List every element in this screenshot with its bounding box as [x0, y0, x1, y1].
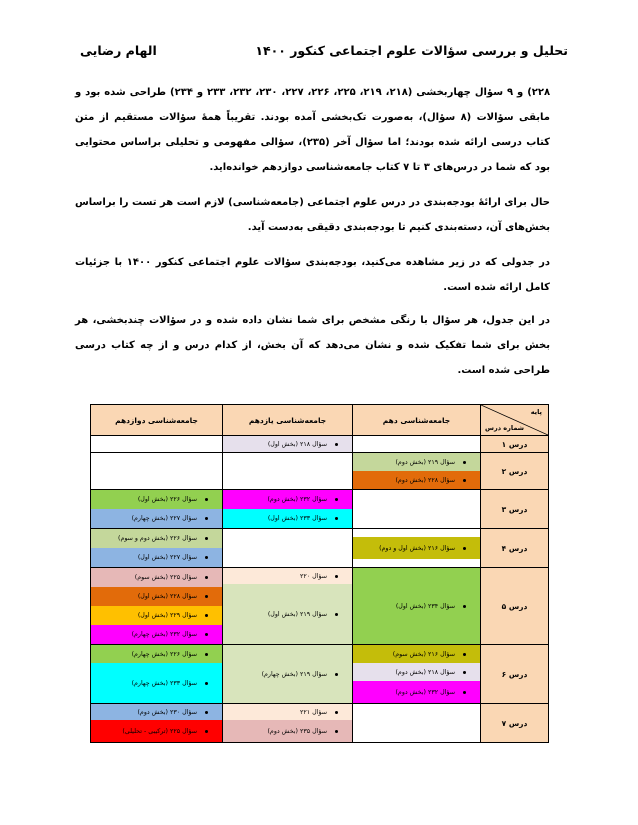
column-header-grade12: جامعه‌شناسی دوازدهم [91, 405, 223, 436]
question-label: سؤال ۲۲۷ (بخش چهارم) [131, 515, 197, 522]
question-item [91, 529, 222, 548]
question-item [223, 720, 352, 742]
grade10-cell [353, 704, 481, 743]
bullet-icon [463, 691, 466, 694]
question-item [223, 490, 352, 509]
bullet-icon [463, 605, 466, 608]
grade10-cell [353, 568, 481, 645]
table-row [91, 568, 549, 645]
grade10-cell [353, 490, 481, 529]
question-item [353, 681, 480, 703]
column-header-grade11: جامعه‌شناسی یازدهم [223, 405, 353, 436]
question-item [91, 606, 222, 625]
author-name: الهام رضایی [80, 43, 157, 58]
grade11-cell [223, 704, 353, 743]
question-label: سؤال ۲۲۰ [299, 572, 327, 580]
question-item [91, 509, 222, 528]
lesson-cell: درس ۷ [481, 704, 549, 743]
bullet-icon [205, 537, 208, 540]
question-item [223, 584, 352, 644]
question-label: سؤال ۲۱۶ (بخش سوم) [392, 650, 455, 658]
lesson-cell: درس ۳ [481, 490, 549, 529]
table-row [91, 436, 549, 453]
paragraph-table-intro: در جدولی که در زیر مشاهده می‌کنید، بودجه‌بندی سؤالات علوم اجتماعی کنکور ۱۴۰۰ با جزئیات کامل ارائه شده است. [75, 257, 551, 293]
bullet-icon [205, 711, 208, 714]
question-label: سؤال ۲۳۴ (بخش اول) [395, 602, 455, 610]
corner-header-cell [481, 405, 549, 436]
question-item [223, 645, 352, 703]
bullet-icon [205, 576, 208, 579]
bullet-icon [205, 595, 208, 598]
table-row [91, 490, 549, 529]
question-label: سؤال ۲۲۸ (بخش دوم) [395, 476, 455, 484]
question-item [223, 509, 352, 528]
question-label: سؤال ۲۲۶ (بخش چهارم) [131, 650, 197, 658]
paragraph-budget-intro: حال برای ارائهٔ بودجه‌بندی در درس علوم اجتماعی (جامعه‌شناسی) لازم است هر تست را براساس بخش‌های آن، دسته‌بندی کنیم تا بودجه‌بندی دقیقی به‌دست آید. [75, 197, 550, 233]
grade12-cell [91, 490, 223, 529]
grade12-cell [91, 645, 223, 704]
question-label: سؤال ۲۲۱ [299, 708, 327, 716]
table-row [91, 453, 549, 490]
question-label: سؤال ۲۲۹ (بخش اول) [137, 612, 197, 619]
question-label: سؤال ۲۱۸ (بخش دوم) [395, 668, 455, 676]
question-label: سؤال ۲۲۶ (بخش اول) [137, 496, 197, 503]
bullet-icon [335, 673, 338, 676]
bullet-icon [205, 556, 208, 559]
page-header [70, 43, 568, 61]
question-item [353, 663, 480, 681]
column-header-grade10: جامعه‌شناسی دهم [353, 405, 481, 436]
question-label: سؤال ۲۱۸ (بخش اول) [267, 440, 327, 448]
question-item [91, 490, 222, 509]
bullet-icon [205, 614, 208, 617]
grade11-cell [223, 529, 353, 568]
bullet-icon [335, 443, 338, 446]
bullet-icon [463, 547, 466, 550]
bullet-icon [205, 730, 208, 733]
lesson-cell: درس ۱ [481, 436, 549, 453]
bullet-icon [335, 517, 338, 520]
table-row [91, 645, 549, 704]
bullet-icon [335, 613, 338, 616]
lesson-cell: درس ۲ [481, 453, 549, 490]
grade11-cell [223, 568, 353, 645]
table-header-row [91, 405, 549, 436]
grade10-cell [353, 453, 481, 490]
question-label: سؤال ۲۲۵ (بخش سوم) [134, 574, 197, 581]
grade11-cell [223, 490, 353, 529]
question-item [223, 704, 352, 720]
table-row [91, 529, 549, 568]
grade12-cell [91, 529, 223, 568]
table-row [91, 704, 549, 743]
question-item [91, 704, 222, 720]
question-label: سؤال ۲۱۹ (بخش چهارم) [261, 670, 327, 678]
question-label: سؤال ۲۱۹ (بخش دوم) [395, 458, 455, 466]
bullet-icon [335, 711, 338, 714]
question-label: سؤال ۲۳۳ (بخش چهارم) [131, 679, 197, 687]
question-item [91, 587, 222, 606]
grade11-cell [223, 453, 353, 490]
bullet-icon [205, 517, 208, 520]
question-item [353, 568, 480, 644]
bullet-icon [335, 498, 338, 501]
question-item [353, 453, 480, 471]
question-item [91, 663, 222, 703]
question-label: سؤال ۲۲۷ (بخش اول) [137, 554, 197, 561]
corner-grade-label: پایه [530, 408, 542, 416]
question-label: سؤال ۲۳۲ (بخش چهارم) [131, 631, 197, 638]
question-label: سؤال ۲۲۶ (بخش دوم و سوم) [118, 535, 197, 542]
question-label: سؤال ۲۱۶ (بخش اول و دوم) [379, 544, 455, 552]
grade10-cell [353, 645, 481, 704]
question-item [223, 436, 352, 452]
lesson-cell: درس ۶ [481, 645, 549, 704]
question-label: سؤال ۲۳۳ (بخش اول) [267, 515, 327, 522]
document-title: تحلیل و بررسی سؤالات علوم اجتماعی کنکور ۱۴۰۰ [255, 43, 568, 58]
grade11-cell [223, 436, 353, 453]
question-item [353, 471, 480, 489]
question-label: سؤال ۲۳۵ (بخش دوم) [267, 727, 327, 735]
question-item [353, 645, 480, 663]
question-label: سؤال ۲۲۸ (بخش اول) [137, 593, 197, 600]
bullet-icon [335, 575, 338, 578]
question-label: سؤال ۲۳۰ (بخش دوم) [137, 708, 197, 716]
grade12-cell [91, 568, 223, 645]
corner-lesson-label: شماره درس [485, 424, 525, 432]
budget-table [90, 404, 549, 743]
question-item [223, 568, 352, 584]
grade12-cell [91, 704, 223, 743]
question-item [91, 720, 222, 742]
question-item [91, 548, 222, 567]
question-item [91, 645, 222, 663]
grade10-cell [353, 529, 481, 568]
bullet-icon [463, 653, 466, 656]
bullet-icon [463, 479, 466, 482]
bullet-icon [463, 461, 466, 464]
bullet-icon [205, 633, 208, 636]
question-label: سؤال ۲۲۵ (ترکیبی - تحلیلی) [122, 727, 197, 735]
grade11-cell [223, 645, 353, 704]
paragraph-table-explanation: در این جدول، هر سؤال با رنگی مشخص برای شما نشان داده شده و در سؤالات چندبخشی، هر بخش برای شما تفکیک شده و نشان می‌دهد که آن بخش، از کدام درس و از چه کتاب درسی طراحی شده است. [75, 315, 550, 376]
question-label: سؤال ۲۳۲ (بخش دوم) [267, 496, 327, 503]
grade10-cell [353, 436, 481, 453]
question-label: سؤال ۲۱۹ (بخش اول) [267, 610, 327, 618]
bullet-icon [205, 682, 208, 685]
lesson-cell: درس ۴ [481, 529, 549, 568]
grade12-cell [91, 453, 223, 490]
bullet-icon [205, 498, 208, 501]
bullet-icon [205, 653, 208, 656]
question-item [91, 625, 222, 644]
question-item [353, 537, 480, 559]
bullet-icon [335, 730, 338, 733]
lesson-cell: درس ۵ [481, 568, 549, 645]
grade12-cell [91, 436, 223, 453]
question-label: سؤال ۲۳۲ (بخش دوم) [395, 688, 455, 696]
question-item [91, 568, 222, 587]
bullet-icon [463, 671, 466, 674]
paragraph-question-breakdown: ۲۲۸) و ۹ سؤال چهاربخشی (۲۱۸، ۲۱۹، ۲۲۵، ۲۲۶، ۲۲۷، ۲۳۰، ۲۳۲، ۲۳۳ و ۲۳۴) طراحی شده بود و مابقی سؤالات (۸ سؤال)، به‌صورت تک‌بخشی آمده بودند. تقریباً همهٔ سؤالات مستقیم از متن کتاب درسی ارائه شده بودند؛ اما سؤال آخر (۲۳۵)، سؤالی مفهومی و تحلیلی براساس محتوایی بود که شما در درس‌های ۳ تا ۷ کتاب جامعه‌شناسی دوازدهم خوانده‌اید. [75, 87, 551, 173]
